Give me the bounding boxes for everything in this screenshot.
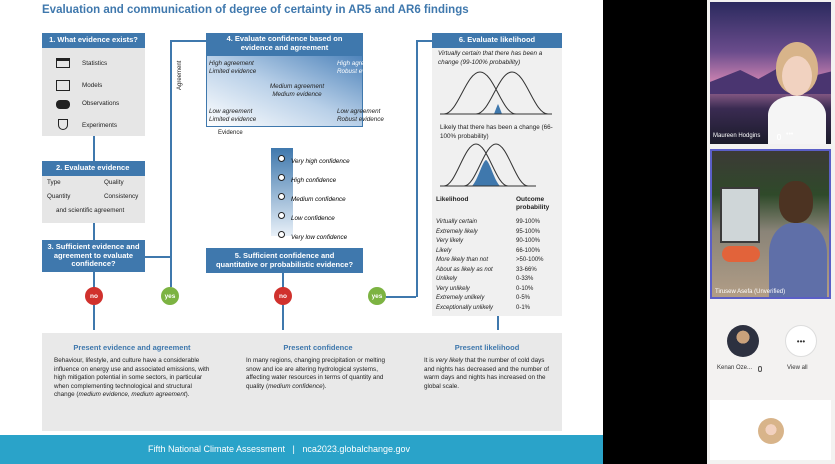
present-likelihood-title: Present likelihood: [454, 343, 520, 352]
likelihood-term: Very likely: [436, 238, 464, 244]
cell-mid: Medium agreement Medium evidence: [269, 83, 325, 98]
step2-agreement: and scientific agreement: [56, 207, 125, 214]
cell-br: Low agreement Robust evidence: [337, 108, 384, 123]
scale-item: [278, 169, 336, 187]
likelihood-prob: 0-10%: [516, 285, 534, 292]
scale-item: [278, 207, 335, 225]
table-row: [436, 266, 544, 276]
likelihood-term: Extremely likely: [436, 228, 478, 235]
distribution-curves-1: [436, 70, 556, 118]
table-row: [436, 275, 544, 285]
scale-label: High confidence: [291, 177, 337, 184]
col3-text: that the number of cold days and nights has decreased and the number of warm days and nights has increased on the global scale.: [424, 357, 549, 390]
connector: [386, 296, 416, 298]
no-badge-2: no: [274, 287, 292, 305]
participant-avatar-body: [768, 42, 826, 144]
likelihood-prob: 0-5%: [516, 295, 531, 301]
scale-label: Very high confidence: [291, 158, 350, 165]
scale-item: [278, 226, 347, 244]
likelihood-prob: 90-100%: [516, 238, 541, 244]
col3-ital: very likely: [435, 357, 464, 364]
cell-tl: High agreement Limited evidence: [209, 60, 257, 75]
step2-quality: Quality: [104, 179, 124, 186]
table-row: [436, 218, 544, 228]
step2-type: Type: [47, 179, 61, 186]
step2-consistency: Consistency: [104, 193, 139, 200]
connector: [170, 40, 206, 42]
connector: [145, 256, 170, 258]
self-avatar: [758, 418, 784, 444]
col3-pre: It is: [424, 357, 436, 364]
likelihood-prob: 33-66%: [516, 266, 537, 273]
participant-avatar-body: [767, 181, 827, 299]
likelihood-term: Unlikely: [436, 276, 458, 282]
step1-item: Statistics: [82, 60, 108, 67]
present-likelihood-text: [424, 357, 554, 391]
step2-header: 2. Evaluate evidence: [42, 161, 145, 176]
likelihood-term: About as likely as not: [436, 266, 493, 273]
scale-item: [278, 188, 346, 206]
self-view-tile[interactable]: [710, 400, 831, 460]
yes-badge-2: yes: [368, 287, 386, 305]
room-window: [720, 187, 760, 243]
likelihood-prob: 0-1%: [516, 304, 531, 311]
more-icon[interactable]: •••: [786, 131, 794, 138]
step6-box: [432, 48, 562, 316]
bottom-band: [42, 333, 562, 431]
likelihood-term: Very unlikely: [436, 285, 470, 292]
present-confidence-text: [246, 357, 396, 391]
models-icon: [56, 80, 70, 91]
screen-share-margin: [603, 0, 707, 464]
slide-title: Evaluation and communication of degree of certainty in AR5 and AR6 findings: [42, 4, 469, 16]
likely-text: Likely that there has been a change (66-100% probability): [440, 124, 553, 140]
experiments-icon: [58, 119, 68, 130]
likelihood-table: [436, 218, 544, 313]
present-evidence-text: [54, 357, 214, 400]
step1-header: 1. What evidence exists?: [42, 33, 145, 48]
confidence-matrix: [206, 55, 384, 127]
step1-box: [42, 48, 145, 136]
cell-tr: High agreement Robust evidence: [337, 60, 384, 75]
connector: [93, 223, 95, 240]
view-all-label: View all: [787, 365, 808, 371]
likelihood-term: Likely: [436, 247, 452, 254]
col1-ital: medium evidence, medium agreement: [78, 391, 186, 399]
step2-box: [42, 176, 145, 223]
virtually-certain-text: Virtually certain that there has been a change (99-100% probability): [438, 50, 543, 66]
avatar: [727, 325, 759, 357]
table-row: [436, 285, 544, 295]
sofa: [722, 246, 760, 262]
participant-name: Maureen Hodgins: [713, 133, 761, 139]
agreement-axis-label: Agreement: [177, 60, 183, 90]
connector: [416, 40, 418, 297]
distribution-curves-2: [436, 140, 556, 190]
statistics-icon: [56, 58, 70, 68]
likelihood-prob: 95-100%: [516, 228, 541, 235]
step1-item: Experiments: [82, 122, 117, 129]
connector: [93, 136, 95, 161]
table-row: [436, 294, 544, 304]
scale-label: Low confidence: [291, 215, 335, 222]
cell-bl: Low agreement Limited evidence: [209, 108, 257, 123]
table-row: [436, 247, 544, 257]
mic-muted-icon: [758, 366, 762, 372]
col1-end: ).: [185, 391, 190, 399]
mic-icon: [777, 134, 781, 140]
video-tile-maureen[interactable]: [710, 2, 831, 144]
outcome-col-header: Outcome probability: [516, 196, 550, 211]
col2-end: ).: [322, 382, 327, 390]
step4-header: 4. Evaluate confidence based on evidence and agreement: [206, 33, 363, 55]
present-evidence-title: Present evidence and agreement: [73, 343, 191, 352]
scale-label: Medium confidence: [291, 196, 346, 203]
video-tile-tirusew[interactable]: [710, 149, 831, 299]
table-row: [436, 256, 544, 266]
step3-header: 3. Sufficient evidence and agreement to evaluate confidence?: [42, 240, 145, 272]
step1-item: Models: [82, 82, 103, 89]
more-dots-icon: •••: [785, 325, 817, 357]
step1-item: Observations: [82, 100, 120, 107]
likelihood-term: Virtually certain: [436, 219, 477, 225]
observations-icon: [56, 100, 70, 109]
table-row: [436, 304, 544, 314]
participant-name-label: [715, 289, 785, 295]
step2-quantity: Quantity: [47, 193, 71, 200]
connector: [416, 40, 432, 42]
col1-text: Behaviour, lifestyle, and culture have a considerable influence on energy use and associated emissions, with high mitigation potential in some sectors, in particular when complementing technological and structural change (: [54, 357, 210, 399]
likelihood-col-header: Likelihood: [436, 196, 469, 203]
connector: [497, 316, 499, 330]
table-row: [436, 228, 544, 238]
participant-name: Tirusew Asefa (Unverified): [715, 289, 786, 295]
connector: [282, 305, 284, 330]
step6-header: 6. Evaluate likelihood: [432, 33, 562, 48]
slide-footer: [0, 435, 603, 464]
participant-name: Kenan Oze...: [717, 365, 753, 371]
no-badge-1: no: [85, 287, 103, 305]
likelihood-term: Extremely unlikely: [436, 295, 485, 301]
view-all-button[interactable]: [783, 325, 819, 375]
scale-label: Very low confidence: [291, 234, 348, 241]
participant-name-label: [713, 133, 760, 139]
col2-ital: medium confidence: [268, 382, 323, 390]
likelihood-prob: 0-33%: [516, 276, 534, 282]
scale-item: [278, 150, 350, 168]
footer-text: Fifth National Climate Assessment | nca2023.globalchange.gov: [148, 444, 410, 454]
evidence-axis-label: Evidence: [218, 130, 243, 136]
connector: [93, 305, 95, 330]
table-row: [436, 237, 544, 247]
participant-kenan[interactable]: [717, 325, 763, 375]
present-confidence-title: Present confidence: [283, 343, 353, 352]
step5-header: 5. Sufficient confidence and quantitative or probabilistic evidence?: [206, 248, 363, 273]
meeting-participants-panel: [707, 0, 835, 464]
likelihood-term: More likely than not: [436, 257, 489, 263]
col2-text: In many regions, changing precipitation or melting snow and ice are altering hydrological systems, affecting water resources in terms of quantity and quality (: [246, 357, 385, 390]
likelihood-prob: 66-100%: [516, 247, 541, 254]
likelihood-prob: 99-100%: [516, 219, 541, 225]
likelihood-term: Exceptionally unlikely: [436, 304, 494, 311]
likelihood-prob: >50-100%: [516, 257, 544, 263]
yes-badge-1: yes: [161, 287, 179, 305]
connector: [170, 40, 172, 287]
